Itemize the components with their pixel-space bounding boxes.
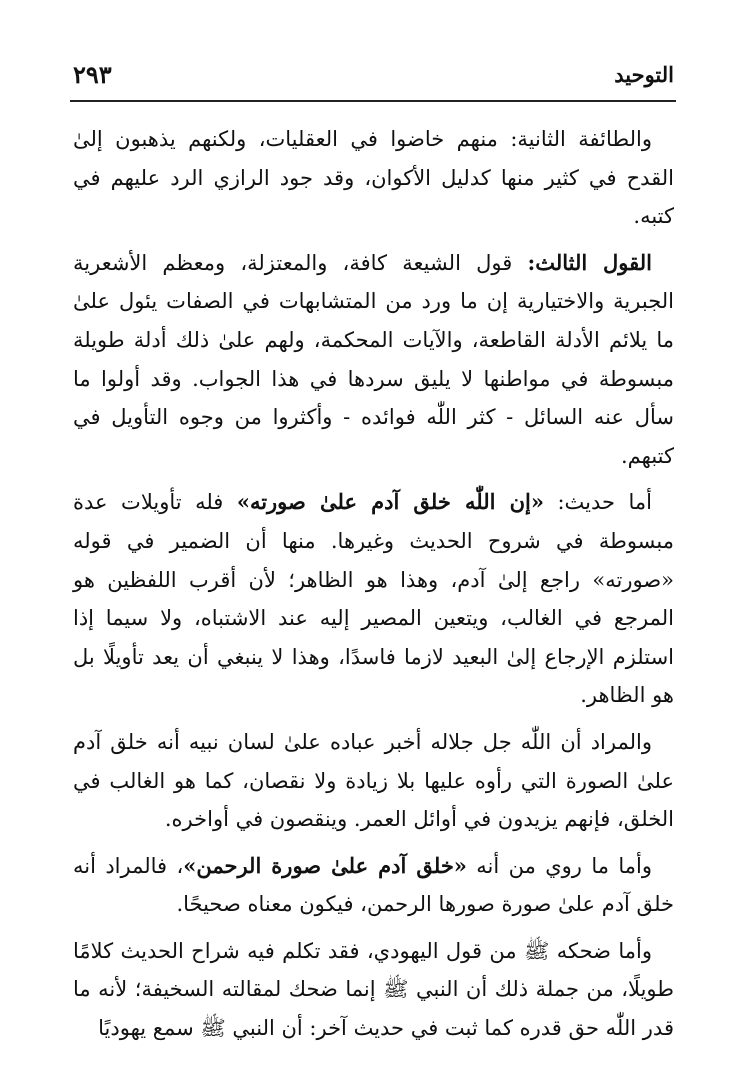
paragraph-laughter [73, 932, 674, 1048]
hadith-quote: «إن اللّٰه خلق آدم علىٰ صورته» [236, 489, 544, 515]
body-text [73, 120, 674, 1056]
paragraph-meaning [73, 723, 674, 839]
paragraph-prefix: أما حديث: [543, 490, 652, 515]
paragraph-text: وأما ضحكه ﷺ من قول اليهودي، فقد تكلم فيه شراح الحديث كلامًا طويلًا، من جملة ذلك أن النبي ﷺ إنما ضحك لمقالته السخيفة؛ لأنه ما قدر اللّٰه حق قدره كما ثبت في حديث آخر: أن النبي ﷺ سمع يهوديًا [73, 938, 674, 1041]
page-header [73, 58, 674, 98]
running-title: التوحيد [614, 62, 674, 87]
paragraph-text: فله تأويلات عدة مبسوطة في شروح الحديث وغيرها. منها أن الضمير في قوله «صورته» راجع إلىٰ آدم، وهذا هو الظاهر؛ لأن أقرب اللفظين هو المرجع في الغالب، ويتعين المصير إليه عند الاشتباه، ولا سيما إذا استلزم الإرجاع إلىٰ البعيد لازما فاسدًا، وهذا لا ينبغي أن يعد تأويلًا بل هو الظاهر. [73, 490, 674, 708]
paragraph-text: والطائفة الثانية: منهم خاضوا في العقليات، ولكنهم يذهبون إلىٰ القدح في كثير منها كدليل الأكوان، وقد جود الرازي الرد عليهم في كتبه. [73, 127, 674, 229]
page-number: ٢٩٣ [73, 60, 112, 89]
header-rule [70, 100, 676, 102]
paragraph-text: والمراد أن اللّٰه جل جلاله أخبر عباده علىٰ لسان نبيه أنه خلق آدم علىٰ الصورة التي رأوه عليها بلا زيادة ولا نقصان، كما هو الغالب في الخلق، فإنهم يزيدون في أوائل العمر. وينقصون في أواخره. [73, 729, 674, 832]
paragraph-lead: القول الثالث: [527, 249, 652, 275]
paragraph-prefix: وأما ما روي من أنه [466, 853, 652, 878]
paragraph-third-opinion [73, 244, 674, 476]
paragraph-rahman-narration [73, 847, 674, 924]
paragraph-text: ، فالمراد أنه خلق آدم علىٰ صورة صورها الرحمن، فيكون معناه صحيحًا. [73, 853, 674, 917]
paragraph-text: قول الشيعة كافة، والمعتزلة، ومعظم الأشعرية الجبرية والاختيارية إن ما ورد من المتشابهات في الصفات يئول علىٰ ما يلائم الأدلة القاطعة، والآيات المحكمة، ولهم علىٰ ذلك أدلة طويلة مبسوطة في مواطنها لا يليق سردها في هذا الجواب. وقد أولوا ما سأل عنه السائل - كثر اللّٰه فوائده - وأكثروا من وجوه التأويل في كتبهم. [73, 250, 674, 468]
paragraph-hadith-image [73, 483, 674, 715]
paragraph-second-group [73, 120, 674, 236]
hadith-quote: «خلق آدم علىٰ صورة الرحمن» [183, 852, 467, 878]
